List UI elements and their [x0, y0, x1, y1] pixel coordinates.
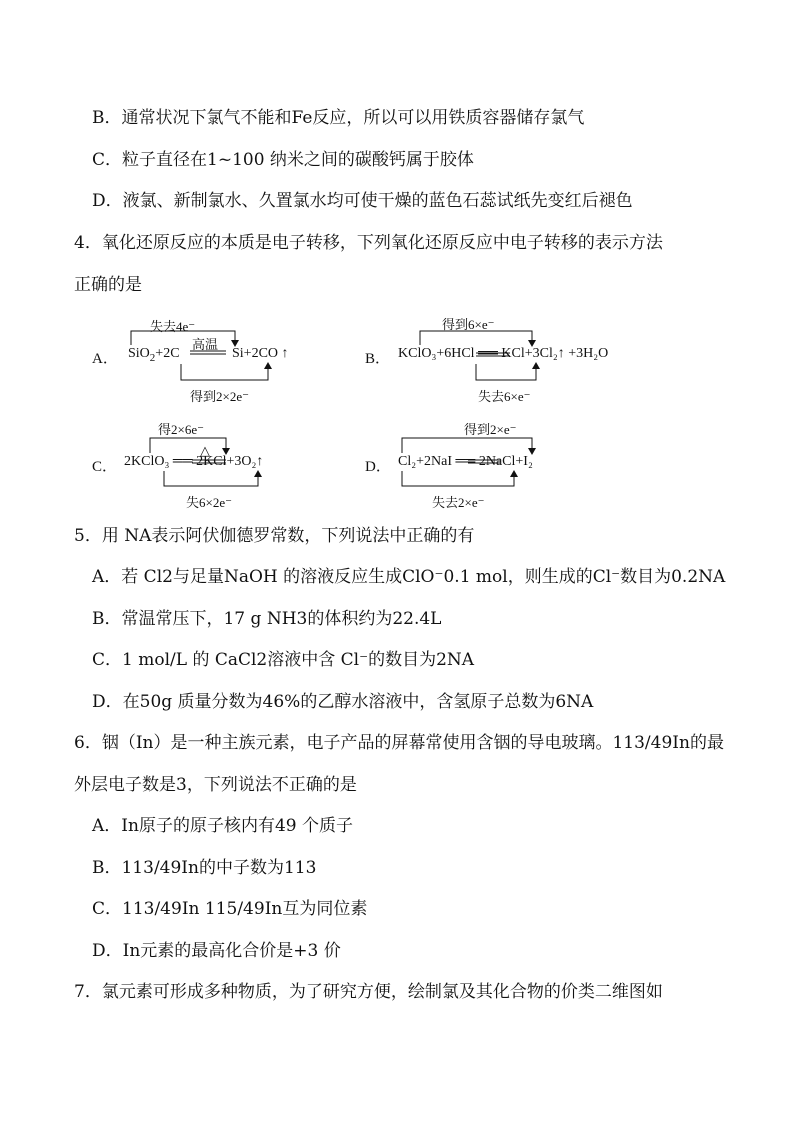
q5-option-c: C．1 mol/L 的 CaCl2溶液中含 Cl⁻的数目为2NA: [92, 650, 475, 670]
q4-b-top-label: 得到6×e⁻: [442, 317, 495, 332]
q6-stem-line1: 6．铟（In）是一种主族元素，电子产品的屏幕常使用含铟的导电玻璃。113/49In的最: [74, 733, 724, 753]
q4-stem-line1: 4．氧化还原反应的本质是电子转移，下列氧化还原反应中电子转移的表示方法: [74, 233, 663, 253]
q7-stem: 7．氯元素可形成多种物质，为了研究方便，绘制氯及其化合物的价类二维图如: [74, 982, 663, 1002]
q4-a-condition: 高温: [192, 337, 219, 352]
q4-d-bottom-label: 失去2×e⁻: [432, 495, 485, 510]
q4-b-equation: KClO₃+6HCl ══ KCl+3Cl₂↑ +3H₂O: [398, 346, 609, 361]
b-bottom-bracket: [476, 364, 536, 380]
q4-d-equation: Cl₂+2NaI ══ 2NaCl+I₂: [398, 454, 533, 469]
q4-d-label: D．: [365, 459, 391, 475]
q5-stem: 5．用 NA表示阿伏伽德罗常数，下列说法中正确的有: [74, 526, 475, 546]
q3-option-b: B．通常状况下氯气不能和Fe反应，所以可以用铁质容器储存氯气: [92, 108, 585, 128]
q4-a-equation: SiO$_2$+2C: [128, 346, 180, 364]
d-top-bracket: [402, 438, 532, 453]
q4-a-top-label: 失去4e⁻: [150, 319, 196, 334]
q4-c-top-label: 得2×6e⁻: [158, 422, 204, 437]
a-bottom-bracket: [181, 364, 268, 380]
q6-option-c: C．113/49In 115/49In互为同位素: [92, 899, 368, 919]
b-top-bracket: [420, 331, 532, 345]
c-bottom-bracket: [164, 471, 258, 486]
q3-option-d: D．液氯、新制氯水、久置氯水均可使干燥的蓝色石蕊试纸先变红后褪色: [92, 191, 633, 211]
q4-c-label: C．: [92, 459, 118, 475]
q4-c-equation: 2KClO₃ ══ 2KCl+3O₂↑: [124, 454, 264, 469]
q6-option-a: A．In原子的原子核内有49 个质子: [92, 816, 353, 836]
q4-d-top-label: 得到2×e⁻: [464, 422, 517, 437]
q6-option-d: D．In元素的最高化合价是+3 价: [92, 941, 341, 961]
c-top-bracket: [150, 438, 226, 453]
q4-b-label: B．: [365, 351, 391, 367]
q5-option-a: A．若 Cl2与足量NaOH 的溶液反应生成ClO⁻0.1 mol，则生成的Cl⁻数目为0.2NA: [92, 567, 726, 587]
electron-transfer-arrows: [0, 0, 794, 520]
q4-a-label: A．: [92, 351, 118, 367]
q4-c-bottom-label: 失6×2e⁻: [186, 495, 232, 510]
q4-stem-line2: 正确的是: [74, 275, 142, 295]
q5-option-b: B．常温常压下，17 g NH3的体积约为22.4L: [92, 609, 442, 629]
q4-c-condition: △: [200, 443, 210, 458]
q5-option-d: D．在50g 质量分数为46%的乙醇水溶液中，含氢原子总数为6NA: [92, 692, 594, 712]
q4-a-equation-right: Si+2CO ↑: [232, 346, 289, 361]
q3-option-c: C．粒子直径在1~100 纳米之间的碳酸钙属于胶体: [92, 150, 474, 170]
q4-b-bottom-label: 失去6×e⁻: [478, 389, 531, 404]
q6-option-b: B．113/49In的中子数为113: [92, 858, 317, 878]
q4-a-bottom-label: 得到2×2e⁻: [190, 389, 249, 404]
d-bottom-bracket: [402, 471, 514, 486]
q6-stem-line2: 外层电子数是3，下列说法不正确的是: [74, 775, 357, 795]
